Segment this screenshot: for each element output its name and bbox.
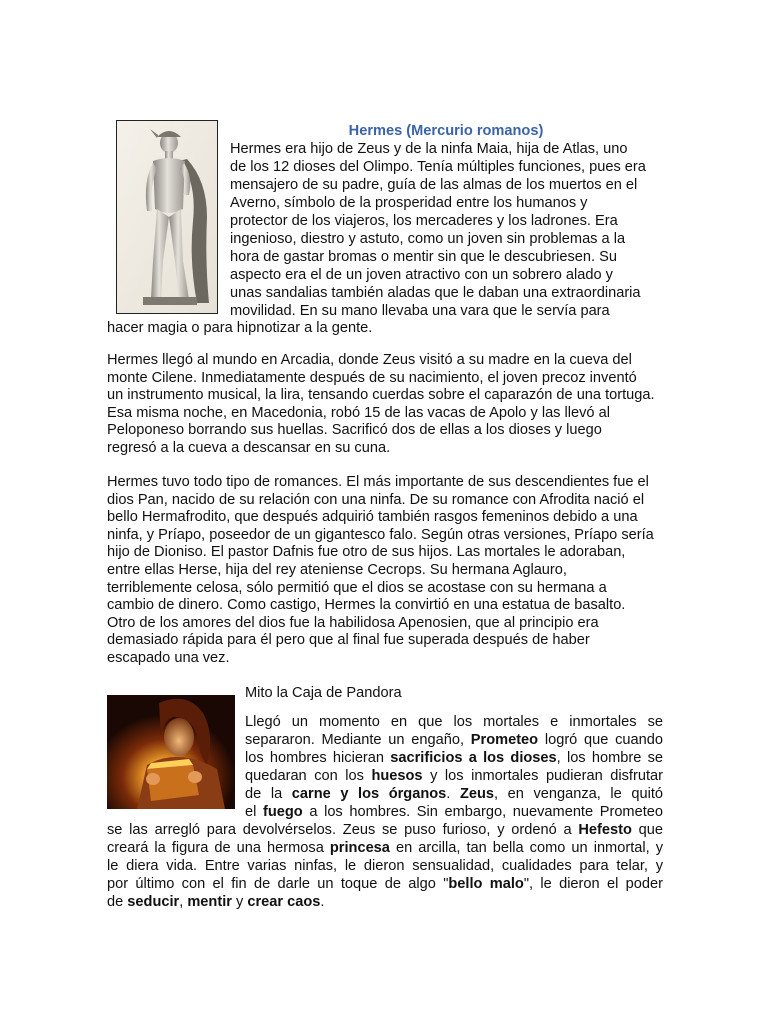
intro-line: Averno, símbolo de la prosperidad entre los humanos y [230,195,588,211]
intro-line: hacer magia o para hipnotizar a la gente. [107,320,373,336]
highlight-huesos: huesos [371,768,423,784]
pandora-line: quedaran con los huesos y los inmortales pudieran disfrutar [245,768,663,784]
intro-line: unas sandalias también aladas que le daban una extraordinaria [230,285,641,301]
highlight-crear-caos: crear caos [247,894,321,910]
pandora-image [107,695,235,809]
pandora-line: de seducir, mentir y crear caos. [107,894,325,910]
highlight-princesa: princesa [329,840,390,856]
hermes-statue-image [116,120,218,314]
pandora-line: le diera vida. Entre varias ninfas, le dieron sensualidad, cualidades para telar, y [107,858,663,874]
pandora-line: Llegó un momento en que los mortales e inmortales se [245,714,663,730]
hermes-title: Hermes (Mercurio romanos) [348,123,544,139]
highlight-prometeo: Prometeo [470,732,539,748]
pandora-line: se las arregló para devolvérselos. Zeus se puso furioso, y ordenó a Hefesto que [107,822,663,838]
intro-line: protector de los viajeros, los mercaderes y los ladrones. Era [230,213,618,229]
highlight-hefesto: Hefesto [578,822,632,838]
highlight-zeus: Zeus [459,786,494,802]
intro-line: de los 12 dioses del Olimpo. Tenía múltiples funciones, pues era [230,159,646,175]
pandora-line: los hombres hicieran sacrificios a los dioses, los hombre se [245,750,663,766]
highlight-seducir: seducir [127,894,180,910]
pandora-title: Mito la Caja de Pandora [245,685,402,701]
highlight-fuego: fuego [262,804,303,820]
hermes-birth-paragraph: Hermes llegó al mundo en Arcadia, donde Zeus visitó a su madre en la cueva del monte Cilene. Inmediatamente después de su nacimiento, el joven precoz inventó un instrumento musical, la lira, tensando cuerdas sobre el caparazón de una tortuga. Esa misma noche, en Macedonia, robó 15 de las vacas de Apolo y las llevó al Peloponeso borrando sus huellas. Sacrificó dos de ellas a los dioses y luego regresó a la cueva a descansar en su cuna. [107,352,655,456]
intro-line: ingenioso, diestro y astuto, como un joven sin problemas a la [230,231,626,247]
pandora-line: creará la figura de una hermosa princesa en arcilla, tan bella como un inmortal, y [107,840,664,856]
pandora-line: de la carne y los órganos. Zeus, en venganza, le quitó [245,786,664,802]
intro-line: movilidad. En su mano llevaba una vara que le servía para [230,303,610,319]
pandora-line: por último con el fin de darle un toque de algo "bello malo", le dieron el poder [107,876,663,892]
highlight-bello-malo: bello malo [448,876,524,892]
intro-line: hora de gastar bromas o mentir sin que le descubriesen. Su [230,249,617,265]
highlight-carne: carne y los órganos [291,786,447,802]
pandora-line: el fuego a los hombres. Sin embargo, nuevamente Prometeo [245,804,663,820]
highlight-mentir: mentir [187,894,232,910]
intro-line: aspecto era el de un joven atractivo con un sobrero alado y [230,267,613,283]
intro-line: Hermes era hijo de Zeus y de la ninfa Maia, hija de Atlas, uno [230,141,628,157]
highlight-sacrificios: sacrificios a los dioses [390,750,557,766]
hermes-romances-paragraph: Hermes tuvo todo tipo de romances. El más importante de sus descendientes fue el dios Pan, nacido de su relación con una ninfa. De su romance con Afrodita nació el bello Hermafrodito, que después adquirió también rasgos femeninos debido a una ninfa, y Príapo, poseedor de un gigantesco falo. Según otras versiones, Príapo sería hijo de Dioniso. El pastor Dafnis fue otro de sus hijos. Las mortales le adoraban, entre ellas Herse, hija del rey ateniense Cecrops. Su hermana Aglauro, terriblemente celosa, sólo permitió que el dios se acostase con su hermana a cambio de dinero. Como castigo, Hermes la convirtió en una estatua de basalto. Otro de los amores del dios fue la habilidosa Apenosien, que al principio era demasiado rápida para él pero que al final fue superada después de haber escapado una vez. [107,474,654,666]
intro-line: mensajero de su padre, guía de las almas de los muertos en el [230,177,638,193]
pandora-line: separaron. Mediante un engaño, Prometeo logró que cuando [245,732,664,748]
